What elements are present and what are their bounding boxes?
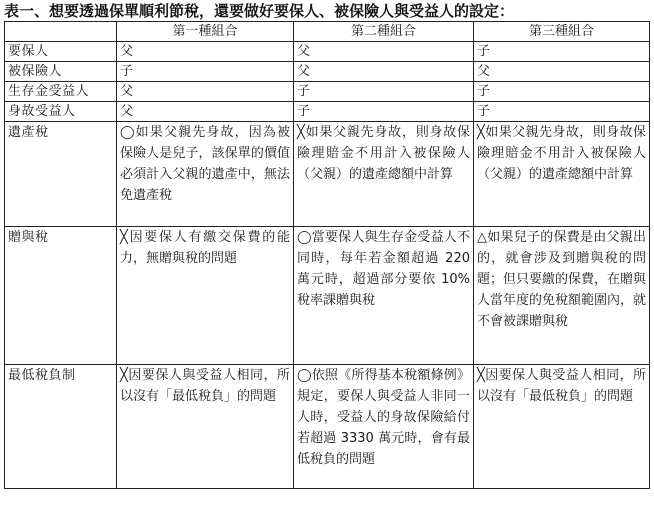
table-row-insured [5,62,650,82]
table-cell: 父 [474,62,650,82]
cell-text: ╳如果父親先身故，則身故保險理賠金不用計入被保險人（父親）的遺產總額中計算 [477,125,646,182]
cell-text: △如果兒子的保費是由父親出的，就會涉及到贈與稅的問題；但只要繳的保費，在贈與人當年度的免稅額範圍內，就不會被課贈與稅 [477,230,647,329]
table-cell [117,365,294,489]
table-row-minimum-tax [5,365,650,489]
row-label-minimum-tax: 最低稅負制 [5,365,117,489]
table-cell [117,122,294,227]
table-cell: 父 [294,42,474,62]
row-label-gift-tax: 贈與稅 [5,227,117,365]
row-label-death-beneficiary: 身故受益人 [5,102,117,122]
table-cell: 子 [294,102,474,122]
table-row-policyholder [5,42,650,62]
cell-text: ╳因要保人與受益人相同，所以沒有「最低稅負」的問題 [477,368,646,404]
row-label-estate-tax: 遺產稅 [5,122,117,227]
header-cell-combo-3: 第三種組合 [474,22,650,42]
table-row-gift-tax [5,227,650,365]
table-row-estate-tax [5,122,650,227]
header-cell-combo-1: 第一種組合 [117,22,294,42]
insurance-role-table [4,21,650,489]
table-cell: 父 [294,62,474,82]
table-cell: 父 [117,82,294,102]
table-cell: 父 [117,102,294,122]
table-row-death-beneficiary [5,102,650,122]
table-cell: 子 [117,62,294,82]
row-label-policyholder: 要保人 [5,42,117,62]
cell-text: ◯當要保人與生存金受益人不同時，每年若金額超過 220 萬元時，超過部分要依 10% 稅率課贈與稅 [297,230,470,308]
table-cell [294,365,474,489]
table-cell: 子 [474,42,650,62]
cell-text: ╳因要保人與受益人相同，所以沒有「最低稅負」的問題 [120,368,290,404]
table-cell [474,365,650,489]
cell-text: ╳如果父親先身故，則身故保險理賠金不用計入被保險人（父親）的遺產總額中計算 [297,125,470,182]
header-cell-empty [5,22,117,42]
table-cell [474,227,650,365]
table-cell [117,227,294,365]
page-title: 表一、想要透過保單順利節稅，還要做好要保人、被保險人與受益人的設定： [4,2,515,20]
cell-text: ◯依照《所得基本稅額條例》規定，要保人與受益人非同一人時，受益人的身故保險給付若超過 3330 萬元時，會有最低稅負的問題 [297,368,470,467]
cell-text: ╳因要保人有繳交保費的能力，無贈與稅的問題 [120,230,290,266]
table-cell: 子 [294,82,474,102]
row-label-insured: 被保險人 [5,62,117,82]
table-cell [474,122,650,227]
table-cell: 子 [474,102,650,122]
table-cell: 子 [474,82,650,102]
table-cell: 父 [117,42,294,62]
table-cell [294,227,474,365]
cell-text: ◯如果父親先身故，因為被保險人是兒子，該保單的價值必須計入父親的遺產中，無法免遺產稅 [120,125,290,203]
table-cell [294,122,474,227]
header-cell-combo-2: 第二種組合 [294,22,474,42]
table-row-survival-beneficiary [5,82,650,102]
table-header-row [5,22,650,42]
row-label-survival-beneficiary: 生存金受益人 [5,82,117,102]
